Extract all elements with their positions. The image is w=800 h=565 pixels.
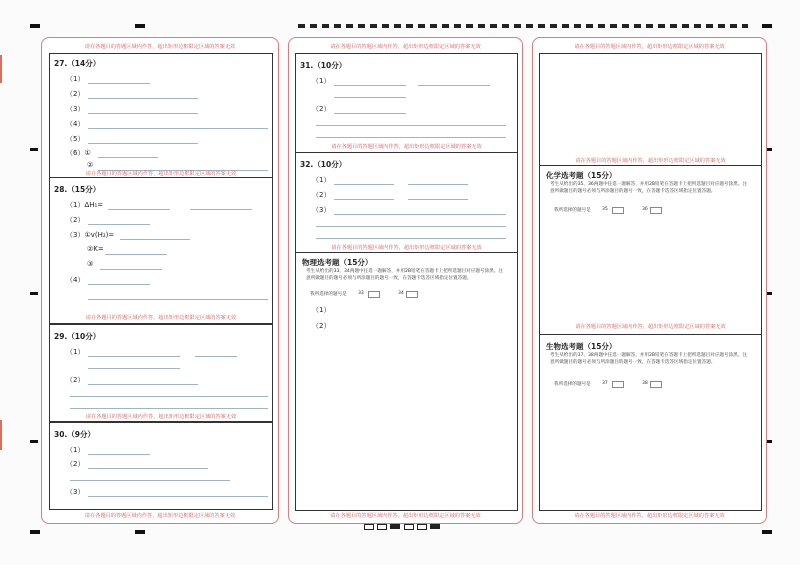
q28-blank-3[interactable]	[120, 239, 190, 240]
column-1-bottom-warning: 请在各题目的答题区域内作答，超出矩形边框限定区域的答案无效	[84, 513, 236, 519]
q31-blank-1c[interactable]	[334, 97, 406, 98]
q32-title: 32.（10分）	[300, 160, 347, 169]
bottom-barcode-marks	[364, 524, 444, 529]
q31-answer-area[interactable]	[296, 54, 517, 152]
physics-sub-2: （2）	[312, 322, 331, 330]
corner-mark-top-right	[762, 24, 772, 28]
q32-blank-2a[interactable]	[334, 199, 394, 200]
biology-option-37-label: 37	[602, 381, 608, 386]
q28-blank-4[interactable]	[105, 254, 167, 255]
q27-sub-4: （4）	[66, 120, 85, 128]
q28-sub-2: （2）	[66, 216, 85, 224]
biology-title: 生物选考题（15分）	[546, 342, 617, 351]
q29-sub-2: （2）	[66, 376, 85, 384]
chemistry-title: 化学选考题（15分）	[546, 171, 617, 180]
q27-blank-5[interactable]	[88, 143, 198, 144]
q27-blank-2[interactable]	[88, 98, 198, 99]
column-3-answer-frame	[539, 53, 762, 511]
q27-bottom-warning: 请在各题目的答题区域内作答，超出矩形边框限定区域的答案无效	[85, 171, 237, 177]
q31-sub-1: （1）	[312, 77, 331, 85]
q31-sub-2: （2）	[312, 105, 331, 113]
physics-sub-1: （1）	[312, 306, 331, 314]
q27-sub-1: （1）	[66, 75, 85, 83]
q31-blank-2c[interactable]	[316, 137, 506, 138]
q27-blank-4[interactable]	[88, 128, 268, 129]
q32-blank-3b[interactable]	[316, 226, 506, 227]
q32-bottom-warning: 请在各题目的答题区域内作答，超出矩形边框限定区域的答案无效	[331, 245, 482, 251]
biology-option-38-box[interactable]	[650, 381, 662, 388]
q28-sub-1: （1）ΔH₁=	[66, 201, 104, 209]
q28-sub-4: ②K=	[87, 245, 104, 253]
top-timing-track	[298, 24, 748, 28]
q27-blank-3[interactable]	[88, 113, 198, 114]
column-3-mid-warning-1: 请在各题目的答题区域内作答，超出矩形边框限定区域的答案无效	[575, 158, 726, 164]
column-1-top-warning: 请在各题目的答题区域内作答，超出矩形边框限定区域的答案无效	[84, 44, 236, 50]
q27-blank-6[interactable]	[98, 157, 158, 158]
q29-blank-2c[interactable]	[70, 408, 268, 409]
q30-blank-3[interactable]	[88, 496, 268, 497]
q29-blank-1a[interactable]	[88, 356, 180, 357]
q28-title: 28.（15分）	[54, 185, 101, 194]
biology-option-37-box[interactable]	[612, 381, 624, 388]
corner-mark-bottom-left	[30, 530, 40, 534]
q27-answer-area[interactable]	[49, 53, 273, 178]
q30-answer-area[interactable]	[49, 422, 273, 510]
column-3-continuation-area[interactable]	[540, 54, 761, 162]
left-edge-scan-line	[0, 55, 2, 83]
biology-instruction: 考生从给出的37、38两题中任选一题解答，并用2B铅笔在答题卡上把所选题目对应题号涂黑。注意所做题目的题号必须与所涂题目的题号一致，在答题卡选答区域指定位置答题。	[550, 353, 747, 365]
physics-instruction: 考生从给出的33、34两题中任选一题解答，并用2B铅笔在答题卡上把所选题目对应题号涂黑。注意所做题目的题号必须与所涂题目的题号一致，在答题卡选答区域指定位置答题。	[306, 269, 503, 281]
chemistry-option-36-box[interactable]	[650, 207, 662, 214]
column-3	[532, 37, 767, 524]
side-mark-left-1	[30, 148, 38, 151]
q32-sub-1: （1）	[312, 176, 331, 184]
q32-blank-1b[interactable]	[408, 184, 468, 185]
physics-option-33-label: 33	[358, 291, 364, 296]
q32-blank-2b[interactable]	[408, 199, 468, 200]
chemistry-elective-area[interactable]	[540, 166, 761, 332]
q29-blank-1b[interactable]	[195, 356, 237, 357]
column-3-top-warning: 请在各题目的答题区域内作答，超出矩形边框限定区域的答案无效	[574, 44, 725, 50]
q32-sub-2: （2）	[312, 191, 331, 199]
chemistry-choose-label: 我所选择的题号是	[554, 208, 591, 213]
q31-bottom-warning: 请在各题目的答题区域内作答，超出矩形边框限定区域的答案无效	[331, 144, 482, 150]
q28-blank-1b[interactable]	[190, 209, 252, 210]
q28-blank-1a[interactable]	[108, 209, 170, 210]
physics-option-33-box[interactable]	[368, 291, 380, 298]
physics-title: 物理选考题（15分）	[302, 258, 373, 267]
column-2-bottom-warning: 请在各题目的答题区域内作答，超出矩形边框限定区域的答案无效	[330, 513, 481, 519]
physics-choose-label: 我所选择的题号是	[310, 292, 347, 297]
q30-sub-3: （3）	[66, 488, 85, 496]
column-2	[288, 37, 523, 524]
q30-sub-2: （2）	[66, 460, 85, 468]
chemistry-option-35-label: 35	[602, 207, 608, 212]
q29-title: 29.（10分）	[54, 332, 101, 341]
q28-sub-5: ③	[87, 260, 94, 268]
q28-blank-2[interactable]	[88, 224, 150, 225]
physics-option-34-box[interactable]	[406, 291, 418, 298]
column-1	[41, 37, 279, 524]
q28-sub-6: （4）	[66, 276, 85, 284]
corner-mark-bottom-right	[762, 530, 772, 534]
q30-blank-1[interactable]	[88, 454, 150, 455]
q28-answer-area[interactable]	[49, 177, 273, 324]
column-2-answer-frame	[295, 53, 518, 511]
q27-sub-7: ②	[87, 161, 94, 169]
q30-blank-2a[interactable]	[88, 468, 208, 469]
column-2-top-warning: 请在各题目的答题区域内作答，超出矩形边框限定区域的答案无效	[330, 44, 481, 50]
q27-sub-5: （5）	[66, 135, 85, 143]
q32-sub-3: （3）	[312, 206, 331, 214]
q31-title: 31.（10分）	[300, 61, 347, 70]
q29-blank-1c[interactable]	[88, 368, 180, 369]
q28-bottom-warning: 请在各题目的答题区域内作答，超出矩形边框限定区域的答案无效	[85, 315, 237, 321]
corner-mark-top-left-2	[135, 24, 145, 28]
q29-blank-2a[interactable]	[88, 384, 198, 385]
q31-blank-2a[interactable]	[334, 113, 406, 114]
q29-blank-2b[interactable]	[70, 396, 268, 397]
q30-sub-1: （1）	[66, 446, 85, 454]
corner-mark-top-left	[30, 24, 40, 28]
q27-sub-3: （3）	[66, 105, 85, 113]
biology-elective-area[interactable]	[540, 335, 761, 510]
q32-blank-3c[interactable]	[316, 238, 506, 239]
q32-answer-area[interactable]	[296, 153, 517, 251]
biology-choose-label: 我所选择的题号是	[554, 382, 591, 387]
side-mark-left-2	[30, 292, 38, 295]
q27-title: 27.（14分）	[54, 59, 101, 68]
q29-answer-area[interactable]	[49, 324, 273, 422]
q28-sub-3: （3）①v(H₂)=	[66, 231, 115, 239]
biology-option-38-label: 38	[642, 381, 648, 386]
chemistry-option-35-box[interactable]	[612, 207, 624, 214]
chemistry-option-36-label: 36	[642, 207, 648, 212]
q32-blank-3a[interactable]	[334, 214, 506, 215]
q28-blank-6b[interactable]	[88, 299, 268, 300]
q31-blank-2b[interactable]	[316, 125, 506, 126]
physics-elective-area[interactable]	[296, 253, 517, 510]
column-3-bottom-warning: 请在各题目的答题区域内作答，超出矩形边框限定区域的答案无效	[574, 513, 725, 519]
q27-blank-1[interactable]	[88, 83, 150, 84]
q28-blank-6a[interactable]	[88, 284, 150, 285]
q31-blank-1b[interactable]	[418, 85, 490, 86]
q29-bottom-warning: 请在各题目的答题区域内作答，超出矩形边框限定区域的答案无效	[85, 414, 237, 420]
q28-blank-5[interactable]	[100, 269, 162, 270]
physics-option-34-label: 34	[398, 291, 404, 296]
chemistry-bottom-warning: 请在各题目的答题区域内作答，超出矩形边框限定区域的答案无效	[575, 324, 726, 330]
q27-sub-6: （6）①	[66, 149, 91, 157]
side-mark-left-3	[30, 440, 38, 443]
q27-sub-2: （2）	[66, 90, 85, 98]
q29-sub-1: （1）	[66, 348, 85, 356]
left-edge-scan-line-2	[0, 420, 2, 450]
corner-mark-bottom-left-2	[135, 530, 145, 534]
q32-blank-1a[interactable]	[334, 184, 394, 185]
q30-title: 30.（9分）	[54, 430, 96, 439]
chemistry-instruction: 考生从给出的35、36两题中任选一题解答，并用2B铅笔在答题卡上把所选题目对应题号涂黑。注意所做题目的题号必须与所涂题目的题号一致，在答题卡选答区域指定位置答题。	[550, 182, 747, 194]
q31-blank-1a[interactable]	[334, 85, 406, 86]
q30-blank-2b[interactable]	[70, 480, 230, 481]
